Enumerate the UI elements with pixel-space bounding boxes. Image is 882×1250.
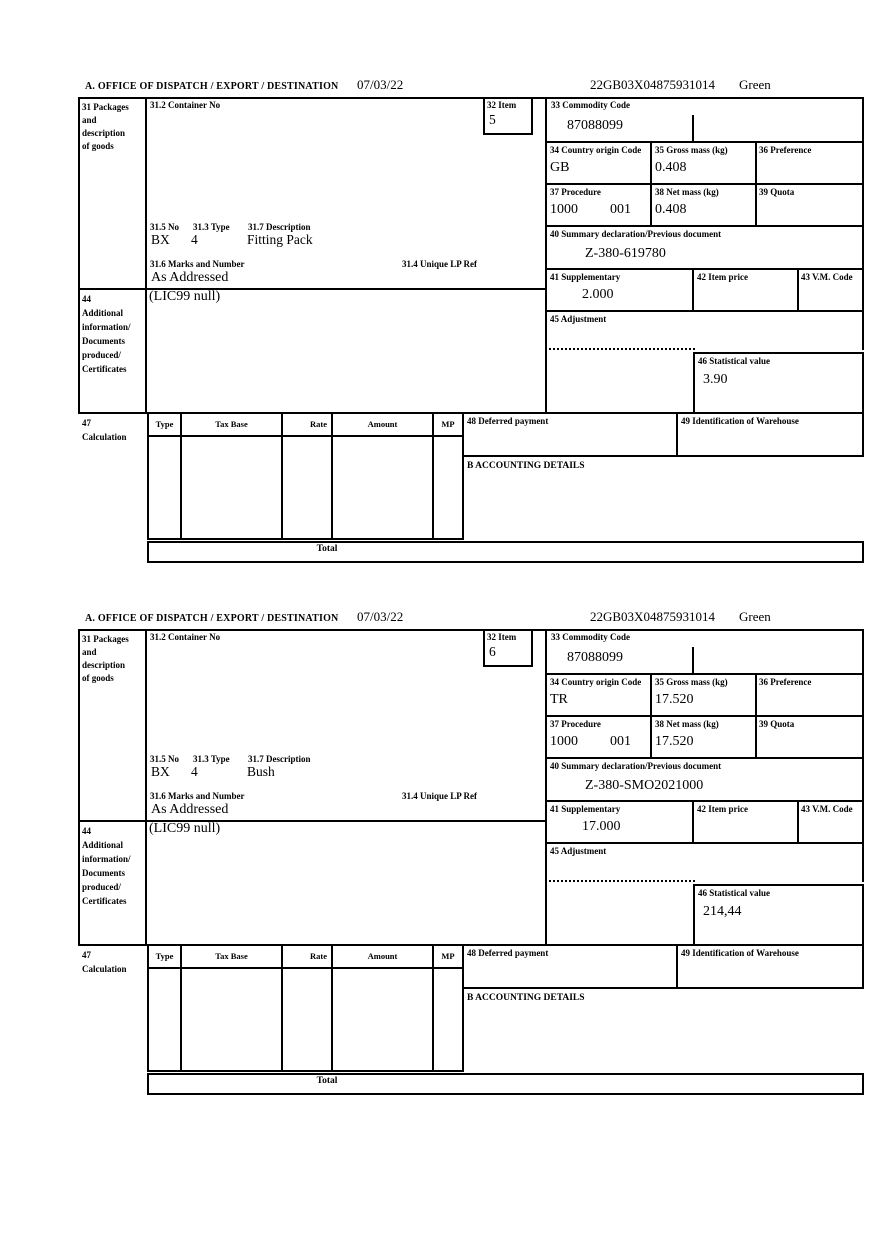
accounting-details-heading: B ACCOUNTING DETAILS [467, 461, 585, 471]
box-47-label [82, 948, 127, 976]
route-status-text: Green [739, 77, 771, 92]
box-31-5-label: 31.5 No [150, 222, 179, 232]
marks-and-number-value: As Addressed [151, 270, 229, 285]
office-of-dispatch-heading: A. OFFICE OF DISPATCH / EXPORT / DESTINATION [85, 81, 339, 92]
package-no-value: BX [151, 232, 170, 247]
box-41-label: 41 Supplementary [550, 804, 621, 814]
previous-document-value: Z-380-SMO2021000 [585, 778, 704, 793]
package-no-value: BX [151, 764, 170, 779]
previous-document-value: Z-380-619780 [585, 246, 666, 261]
box-43-label: 43 V.M. Code [801, 272, 853, 282]
box-47-label-line: 47 [82, 418, 91, 428]
route-status-text: Green [739, 609, 771, 624]
tax-body-rate-cell [281, 435, 333, 540]
box-31-label-line: of goods [82, 673, 114, 683]
box-44-label [82, 292, 131, 376]
declaration-reference-number: 22GB03X04875931014 [590, 609, 715, 624]
box-31-7-label: 31.7 Description [248, 222, 311, 232]
box-42-label: 42 Item price [697, 272, 748, 282]
box-31-label-line: 31 Packages [82, 634, 129, 644]
box-31-2-label: 31.2 Container No [150, 632, 221, 642]
tax-header-tax-base: Tax Base [180, 944, 283, 969]
procedure-value: 1000 [550, 202, 578, 217]
procedure-value: 1000 [550, 734, 578, 749]
box-33-label: 33 Commodity Code [551, 632, 630, 642]
package-type-value: 4 [191, 232, 198, 247]
box-36-label: 36 Preference [759, 145, 812, 155]
box-31-4-label: 31.4 Unique LP Ref [402, 259, 478, 269]
box-42-label: 42 Item price [697, 804, 748, 814]
box-38-label: 38 Net mass (kg) [655, 187, 719, 197]
box-32-label: 32 Item [487, 632, 517, 642]
declaration-date: 07/03/22 [357, 77, 404, 92]
box-44-label-line: produced/ [82, 882, 121, 892]
dotted-continuation-area [545, 348, 695, 414]
box-31-label-line: 31 Packages [82, 102, 129, 112]
box-44-label-line: 44 [82, 294, 91, 304]
box-46-label: 46 Statistical value [698, 356, 770, 366]
box-47-label-line: Calculation [82, 432, 127, 442]
box-44-label-line: Documents [82, 868, 125, 878]
procedure-suffix-value: 001 [610, 202, 631, 217]
box-31-label-line: and [82, 115, 97, 125]
item-number-value: 6 [489, 644, 496, 659]
tax-header-amount: Amount [331, 944, 434, 969]
total-label: Total [316, 544, 338, 554]
statistical-value: 3.90 [703, 372, 728, 387]
box-44-label [82, 824, 131, 908]
box-44-label-line: Certificates [82, 896, 127, 906]
tax-body-type-cell [147, 967, 182, 1072]
tax-body-amount-cell [331, 435, 434, 540]
tax-header-tax-base: Tax Base [180, 412, 283, 437]
box-47-label-line: Calculation [82, 964, 127, 974]
box-39-label: 39 Quota [759, 187, 795, 197]
box-48-label: 48 Deferred payment [467, 416, 549, 426]
box-44-value-cell [145, 820, 547, 946]
box-44-value-cell [145, 288, 547, 414]
box-31-label-line: of goods [82, 141, 114, 151]
procedure-suffix-value: 001 [610, 734, 631, 749]
tax-header-mp: MP [432, 944, 464, 969]
box-40-label: 40 Summary declaration/Previous document [550, 229, 722, 239]
marks-and-number-value: As Addressed [151, 802, 229, 817]
tax-body-mp-cell [432, 435, 464, 540]
box-31-label-line: and [82, 647, 97, 657]
box-47-label [82, 416, 127, 444]
box-48-label: 48 Deferred payment [467, 948, 549, 958]
box-44-label-line: information/ [82, 322, 131, 332]
box-31-4-label: 31.4 Unique LP Ref [402, 791, 478, 801]
box-44-label-line: information/ [82, 854, 131, 864]
box-31-2-label: 31.2 Container No [150, 100, 221, 110]
box-36-label: 36 Preference [759, 677, 812, 687]
additional-information-value: (LIC99 null) [149, 289, 221, 304]
box-49-label: 49 Identification of Warehouse [681, 416, 799, 426]
additional-information-value: (LIC99 null) [149, 821, 221, 836]
box-37-label: 37 Procedure [550, 719, 601, 729]
box-35-label: 35 Gross mass (kg) [655, 145, 728, 155]
net-mass-value: 0.408 [655, 202, 687, 217]
box-31-3-label: 31.3 Type [193, 222, 230, 232]
tax-body-type-cell [147, 435, 182, 540]
declaration-item-section [0, 75, 882, 575]
box-31-6-label: 31.6 Marks and Number [150, 791, 245, 801]
gross-mass-value: 0.408 [655, 160, 687, 175]
box-31-label [82, 101, 129, 153]
box-49-label: 49 Identification of Warehouse [681, 948, 799, 958]
country-origin-value: TR [550, 692, 568, 707]
gross-mass-value: 17.520 [655, 692, 694, 707]
box-44-label-line: produced/ [82, 350, 121, 360]
box-37-label: 37 Procedure [550, 187, 601, 197]
commodity-code-divider-line [692, 115, 694, 141]
tax-header-rate: Rate [281, 412, 333, 437]
box-44-label-line: 44 [82, 826, 91, 836]
box-38-label: 38 Net mass (kg) [655, 719, 719, 729]
statistical-value: 214,44 [703, 904, 742, 919]
dotted-continuation-area [545, 880, 695, 946]
country-origin-value: GB [550, 160, 570, 175]
accounting-details-heading: B ACCOUNTING DETAILS [467, 993, 585, 1003]
box-31-label [82, 633, 129, 685]
box-45-label: 45 Adjustment [550, 846, 607, 856]
tax-body-tax-base-cell [180, 967, 283, 1072]
box-32-label: 32 Item [487, 100, 517, 110]
tax-header-rate: Rate [281, 944, 333, 969]
goods-description-value: Bush [247, 764, 275, 779]
box-39-label: 39 Quota [759, 719, 795, 729]
declaration-date: 07/03/22 [357, 609, 404, 624]
declaration-item-section [0, 607, 882, 1107]
box-34-label: 34 Country origin Code [550, 677, 642, 687]
box-31-3-label: 31.3 Type [193, 754, 230, 764]
box-31-label-line: description [82, 128, 126, 138]
commodity-code-value: 87088099 [567, 118, 623, 133]
box-33-label: 33 Commodity Code [551, 100, 630, 110]
goods-description-value: Fitting Pack [247, 232, 313, 247]
box-40-label: 40 Summary declaration/Previous document [550, 761, 722, 771]
package-type-value: 4 [191, 764, 198, 779]
box-35-label: 35 Gross mass (kg) [655, 677, 728, 687]
box-44-label-line: Additional [82, 840, 124, 850]
tax-body-mp-cell [432, 967, 464, 1072]
box-47-label-line: 47 [82, 950, 91, 960]
box-31-5-label: 31.5 No [150, 754, 179, 764]
box-44-label-line: Additional [82, 308, 124, 318]
box-43-label: 43 V.M. Code [801, 804, 853, 814]
commodity-code-divider-line [692, 647, 694, 673]
box-31-6-label: 31.6 Marks and Number [150, 259, 245, 269]
tax-header-mp: MP [432, 412, 464, 437]
tax-body-amount-cell [331, 967, 434, 1072]
declaration-reference-number: 22GB03X04875931014 [590, 77, 715, 92]
total-label: Total [316, 1076, 338, 1086]
net-mass-value: 17.520 [655, 734, 694, 749]
supplementary-value: 17.000 [582, 819, 621, 834]
commodity-code-value: 87088099 [567, 650, 623, 665]
box-41-label: 41 Supplementary [550, 272, 621, 282]
item-number-value: 5 [489, 112, 496, 127]
box-31-label-line: description [82, 660, 126, 670]
box-34-label: 34 Country origin Code [550, 145, 642, 155]
tax-header-amount: Amount [331, 412, 434, 437]
tax-body-rate-cell [281, 967, 333, 1072]
box-45-label: 45 Adjustment [550, 314, 607, 324]
box-31-7-label: 31.7 Description [248, 754, 311, 764]
box-44-label-line: Documents [82, 336, 125, 346]
box-44-label-line: Certificates [82, 364, 127, 374]
box-46-label: 46 Statistical value [698, 888, 770, 898]
tax-header-type: Type [147, 412, 182, 437]
supplementary-value: 2.000 [582, 287, 614, 302]
tax-body-tax-base-cell [180, 435, 283, 540]
tax-header-type: Type [147, 944, 182, 969]
office-of-dispatch-heading: A. OFFICE OF DISPATCH / EXPORT / DESTINATION [85, 613, 339, 624]
